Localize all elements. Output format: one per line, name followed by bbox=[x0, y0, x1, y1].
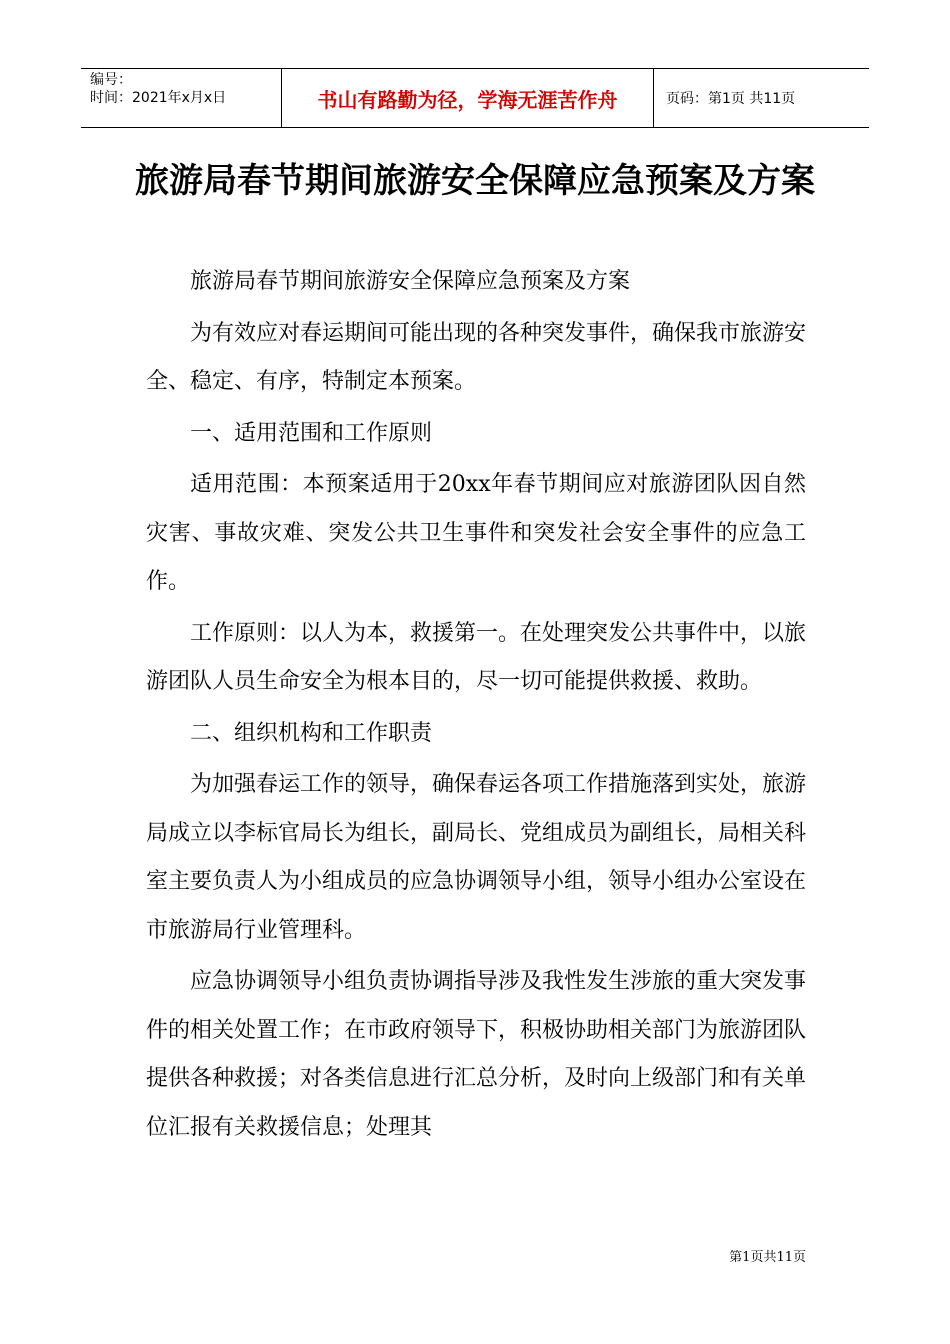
paragraph: 旅游局春节期间旅游安全保障应急预案及方案 bbox=[190, 269, 631, 294]
paragraph: 应急协调领导小组负责协调指导涉及我性发生涉旅的重大突发事件的相关处置工作；在市政府领导下，积极协助相关部门为旅游团队提供各种救援；对各类信息进行汇总分析，及时向上级部门和有关单位汇报有关救援信息；处理其 bbox=[146, 969, 807, 1140]
header-table bbox=[81, 68, 869, 128]
header-motto: 书山有路勤为径，学海无涯苦作舟 bbox=[281, 69, 654, 127]
paragraph: 适用范围：本预案适用于20xx年春节期间应对旅游团队因自然灾害、事故灾难、突发公共卫生事件和突发社会安全事件的应急工作。 bbox=[146, 472, 806, 594]
document-title: 旅游局春节期间旅游安全保障应急预案及方案 bbox=[135, 161, 815, 201]
header-page-code: 页码：第1页 共11页 bbox=[666, 91, 796, 107]
document-body bbox=[146, 258, 806, 1152]
paragraph: 工作原则：以人为本，救援第一。在处理突发公共事件中，以旅游团队人员生命安全为根本目的，尽一切可能提供救援、救助。 bbox=[146, 620, 807, 694]
section-heading: 二、组织机构和工作职责 bbox=[190, 720, 433, 746]
header-meta bbox=[81, 69, 281, 127]
paragraph: 为加强春运工作的领导，确保春运各项工作措施落到实处，旅游局成立以李标官局长为组长，副局长、党组成员为副组长，局相关科室主要负责人为小组成员的应急协调领导小组，领导小组办公室设在市旅游局行业管理科。 bbox=[146, 772, 807, 943]
paragraph: 为有效应对春运期间可能出现的各种突发事件，确保我市旅游安全、稳定、有序，特制定本预案。 bbox=[146, 320, 807, 394]
document-time-label: 时间：2021年x月x日 bbox=[90, 90, 227, 106]
section-heading: 一、适用范围和工作原则 bbox=[190, 420, 433, 446]
document-number-label: 编号： bbox=[90, 72, 132, 88]
page-footer: 第1页共11页 bbox=[729, 1250, 806, 1265]
